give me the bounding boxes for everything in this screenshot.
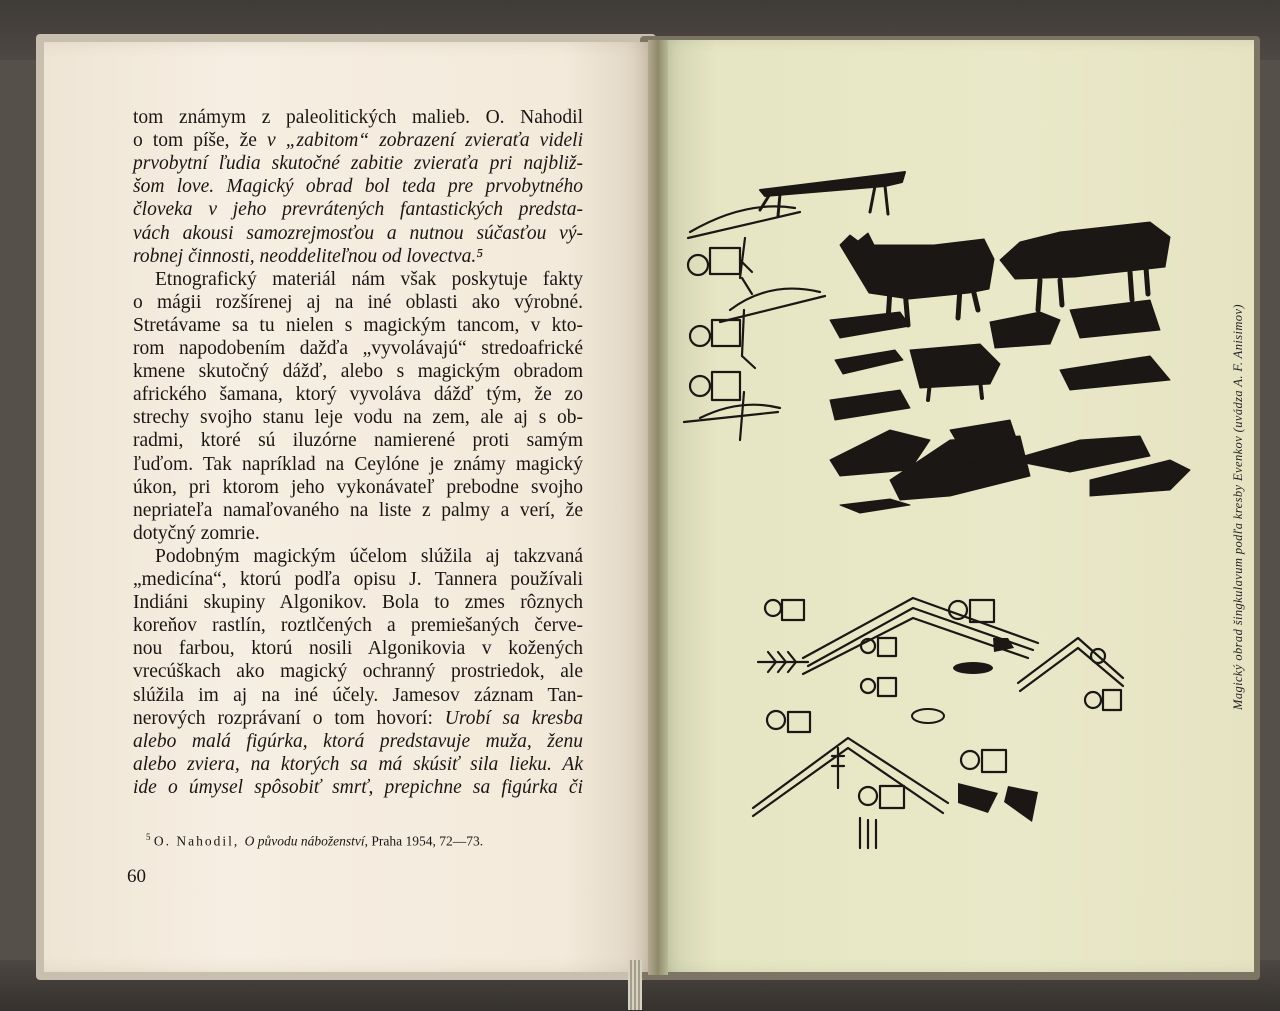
text-span: o tom píše, že [133, 130, 267, 152]
text-line [133, 730, 583, 754]
text-span: koreňov rastlín, roztlčených a premiešaných červe- [133, 615, 583, 637]
text-line [133, 776, 583, 800]
text-span: tom známym z paleolitických malieb. O. Nahodil [133, 107, 583, 128]
text-span: Urobí sa kresba [444, 707, 584, 729]
text-span: nepriateľa namaľovaného na liste z palmy a verí, že [133, 499, 583, 521]
text-span: afrického šamana, ktorý vyvoláva dážď tým, že zo [133, 384, 583, 406]
text-span: Etnografický materiál nám však poskytuje fakty [155, 268, 583, 290]
text-line [133, 591, 583, 615]
text-span: Stretávame sa tu nielen s magickým tancom, v kto- [133, 314, 583, 336]
text-span: slúžila im aj na iné účely. Jamesov záznam Tan- [133, 684, 583, 706]
footnote-marker: 5 [146, 832, 151, 842]
text-span: robnej činnosti, neoddeliteľnou od lovectva.⁵ [133, 245, 483, 267]
text-line [133, 337, 583, 361]
text-line [133, 360, 583, 384]
text-span: dotyčný zomrie. [133, 522, 260, 544]
text-line [133, 268, 583, 292]
text-line [133, 152, 583, 176]
text-line [133, 753, 583, 777]
text-line [133, 637, 583, 661]
text-span: vách akousi samozrejmosťou a nutnou súčasťou vý- [133, 222, 583, 244]
text-line [133, 198, 583, 222]
text-line [133, 453, 583, 477]
text-span: „medicína“, ktorú podľa opisu J. Tannera používali [133, 569, 583, 590]
text-span: úkon, pri ktorom jeho vykonávateľ prebodne svojho [133, 476, 583, 498]
footnote-author: O. Nahodil, [153, 833, 245, 849]
text-line [133, 106, 583, 130]
illustration-hunt [660, 160, 1220, 520]
text-line [133, 429, 583, 453]
text-span: vrecúškach ako magický ochranný prostriedok, ale [133, 661, 583, 683]
text-line [133, 406, 583, 430]
text-span: radmi, ktoré sú iluzórne namierené proti samým [133, 430, 583, 452]
text-span: strechy svojho stanu leje vodu na zem, ale aj s ob- [133, 407, 583, 429]
text-span: Podobným magickým účelom slúžila aj takzvaná [155, 545, 583, 567]
text-line [133, 545, 583, 569]
footnote-title: O původu náboženství [244, 833, 365, 849]
illustration-caption: Magický obrad šingkulavum podľa kresby Evenkov (uvádza A. F. Anisimov) [1231, 304, 1245, 710]
text-line [133, 476, 583, 500]
text-line [133, 684, 583, 708]
text-line [133, 707, 583, 731]
text-span: o mágii rozšírenej aj na iné oblasti ako výrobné. [133, 291, 583, 313]
page-number: 60 [127, 866, 146, 887]
text-line [133, 614, 583, 638]
text-span: nerových rozprávaní o tom hovorí: [133, 707, 445, 729]
text-span: rom napodobením dažďa „vyvolávajú“ stredoafrické [133, 338, 583, 359]
text-line [133, 383, 583, 407]
text-span: človeka v jeho prevrátených fantastických predsta- [133, 199, 583, 221]
text-span: šom love. Magický obrad bol teda pre prvobytného [133, 176, 583, 198]
text-line [133, 245, 583, 269]
text-span: nou farbou, ktorú nosili Algonikovia v kožených [133, 638, 583, 660]
text-line [133, 568, 583, 592]
text-span: ľuďom. Tak napríklad na Ceylóne je známy magický [133, 453, 583, 475]
footnote [146, 832, 566, 850]
footnote-rest: , Praha 1954, 72—73. [364, 833, 484, 849]
bookmark-ribbon [628, 960, 642, 1010]
text-line [133, 499, 583, 523]
text-line [133, 660, 583, 684]
text-span: alebo malá figúrka, ktorá predstavuje muža, ženu [133, 730, 583, 752]
text-span: prvobytní ľudia skutočné zabitie zvieraťa pri najbliž- [133, 153, 583, 175]
text-span: alebo zviera, na ktorých sa má skúsiť sila lieku. Ak [133, 753, 583, 775]
text-line [133, 175, 583, 199]
text-line [133, 222, 583, 246]
text-span: ide o úmysel spôsobiť smrť, prepichne sa figúrka či [133, 776, 583, 798]
body-text [133, 106, 583, 806]
text-span: v „zabitom“ zobrazení zvieraťa videli [266, 130, 583, 152]
text-line [133, 314, 583, 338]
text-span: Indiáni skupiny Algonikov. Bola to zmes rôznych [133, 592, 583, 614]
text-line [133, 522, 583, 546]
illustration-ritual [748, 588, 1128, 858]
text-line [133, 291, 583, 315]
text-span: kmene skutočný dážď, alebo s magickým obradom [133, 361, 583, 383]
text-line [133, 129, 583, 153]
